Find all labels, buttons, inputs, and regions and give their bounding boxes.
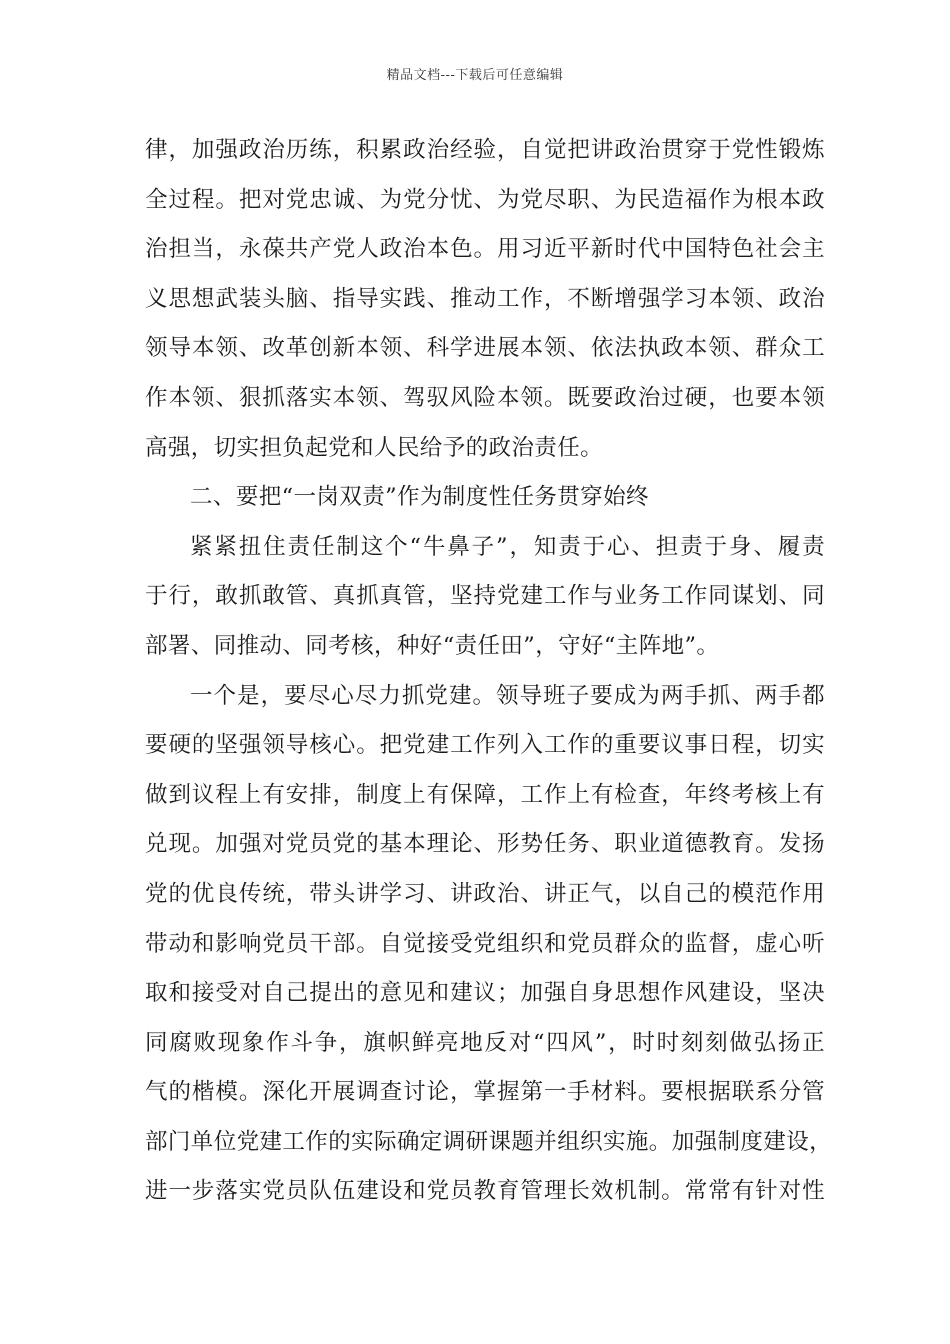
text-line: 于行，敢抓敢管、真抓真管，坚持党建工作与业务工作同谋划、同 [145, 583, 825, 610]
text-line: 高强，切实担负起党和人民给予的政治责任。 [145, 434, 604, 461]
text-line: 领导本领、改革创新本领、科学进展本领、依法执政本领、群众工 [145, 335, 825, 362]
text-line: 二、要把“一岗双责”作为制度性任务贯穿始终 [190, 484, 649, 511]
text-line: 进一步落实党员队伍建设和党员教育管理长效机制。常常有针对性 [145, 1178, 825, 1205]
text-line: 做到议程上有安排，制度上有保障，工作上有检查，年终考核上有 [145, 781, 825, 808]
text-line: 党的优良传统，带头讲学习、讲政治、讲正气，以自己的模范作用 [145, 880, 825, 907]
text-line: 部署、同推动、同考核，种好“责任田”，守好“主阵地”。 [145, 632, 720, 659]
text-line: 一个是，要尽心尽力抓党建。领导班子要成为两手抓、两手都 [190, 682, 825, 709]
text-line: 全过程。把对党忠诚、为党分忧、为党尽职、为民造福作为根本政 [145, 186, 825, 213]
page-header: 精品文档---下载后可任意编辑 [386, 68, 564, 83]
body-text [145, 126, 833, 1217]
text-line: 治担当，永葆共产党人政治本色。用习近平新时代中国特色社会主 [145, 236, 825, 263]
text-line: 部门单位党建工作的实际确定调研课题并组织实施。加强制度建设， [145, 1128, 833, 1155]
text-line: 兑现。加强对党员党的基本理论、形势任务、职业道德教育。发扬 [145, 831, 825, 858]
text-line: 气的楷模。深化开展调查讨论，掌握第一手材料。要根据联系分管 [145, 1079, 825, 1106]
text-line: 律，加强政治历练，积累政治经验，自觉把讲政治贯穿于党性锻炼 [145, 137, 825, 163]
text-line: 作本领、狠抓落实本领、驾驭风险本领。既要政治过硬，也要本领 [145, 384, 825, 411]
text-line: 要硬的坚强领导核心。把党建工作列入工作的重要议事日程，切实 [145, 732, 825, 759]
text-line: 义思想武装头脑、指导实践、推动工作，不断增强学习本领、政治 [145, 285, 825, 312]
text-line: 带动和影响党员干部。自觉接受党组织和党员群众的监督，虚心听 [145, 930, 825, 957]
text-line: 紧紧扭住责任制这个“牛鼻子”，知责于心、担责于身、履责 [190, 533, 825, 560]
text-line: 取和接受对自己提出的意见和建议；加强自身思想作风建设，坚决 [145, 980, 825, 1007]
text-line: 同腐败现象作斗争，旗帜鲜亮地反对“四风”，时时刻刻做弘扬正 [145, 1029, 825, 1056]
